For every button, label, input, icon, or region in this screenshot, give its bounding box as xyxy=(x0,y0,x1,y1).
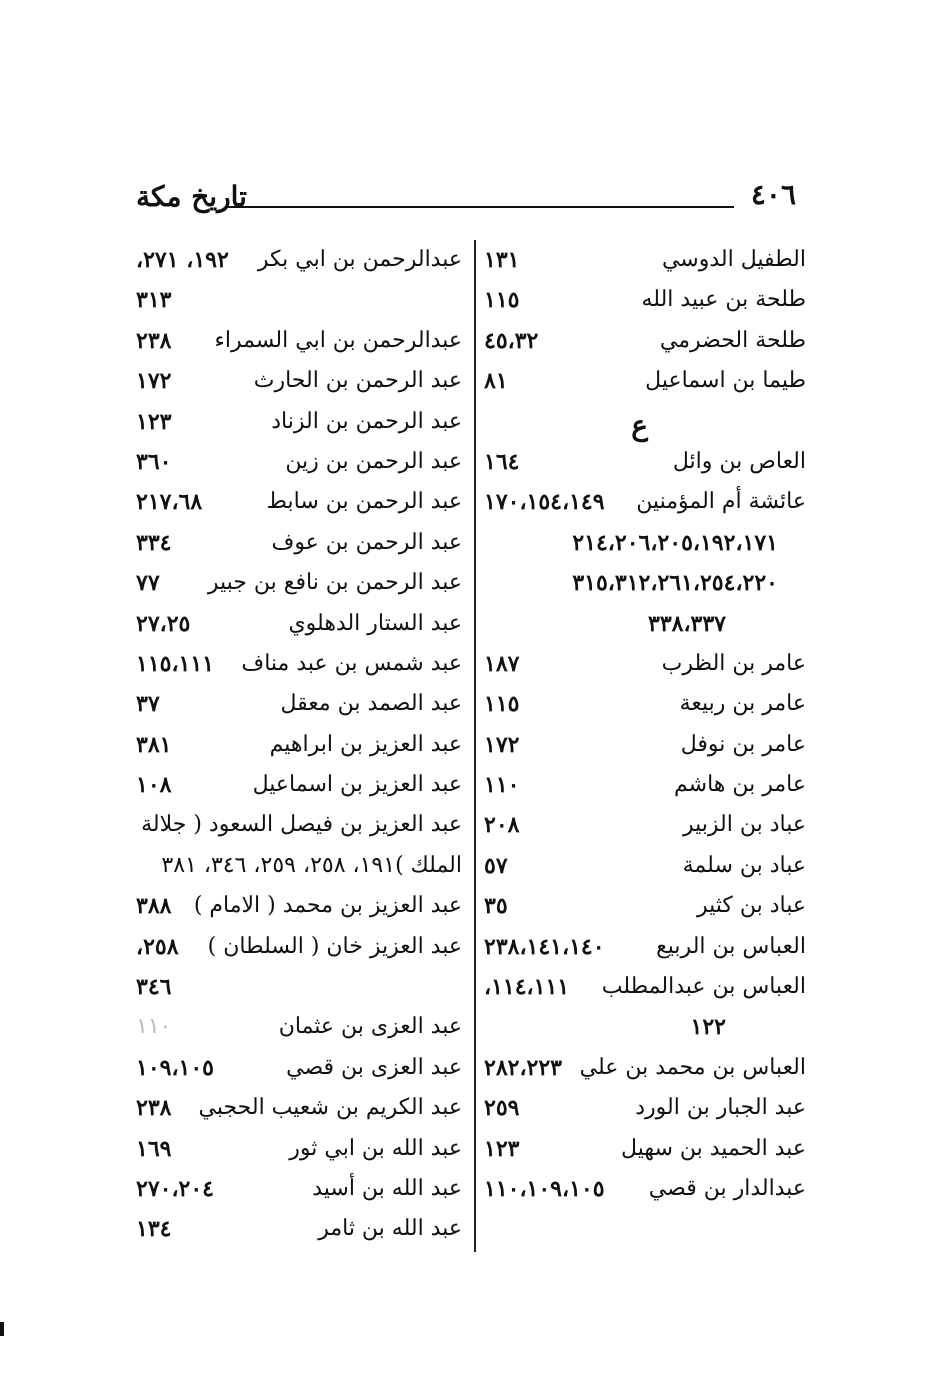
entry-pages: ٢٧٠،٢٠٤ xyxy=(136,1175,214,1202)
section-letter: ع xyxy=(631,408,648,442)
index-entry xyxy=(136,1088,462,1128)
index-entry xyxy=(484,1169,806,1209)
entry-name: عبد العزيز خان ( السلطان ) xyxy=(207,933,462,959)
index-entry xyxy=(136,805,462,845)
entry-name: العباس بن الربيع xyxy=(656,933,806,959)
entry-name: الطفيل الدوسي xyxy=(661,247,806,272)
entry-pages: ٢٨٢،٢٢٣ xyxy=(484,1054,562,1081)
entry-pages: ١٢٣ xyxy=(136,408,172,435)
entry-pages: ١٦٤ xyxy=(484,448,520,475)
index-entry xyxy=(136,886,462,926)
index-entry xyxy=(136,1129,462,1169)
entry-name: عبد الرحمن بن سابط xyxy=(266,489,462,515)
index-entry xyxy=(136,927,462,967)
entry-pages: ١٠٨ xyxy=(136,772,172,799)
entry-pages: ٤٥،٣٢ xyxy=(484,327,539,354)
entry-pages: ٢٥٨، xyxy=(136,933,179,960)
entry-name: عبد الجبار بن الورد xyxy=(635,1095,806,1121)
entry-pages: ٧٧ xyxy=(136,570,160,597)
entry-pages: ٢٣٨،١٤١،١٤٠ xyxy=(484,933,605,960)
entry-name: عبد الله بن ابي ثور xyxy=(289,1135,462,1161)
entry-pages: ٢٥٩ xyxy=(484,1095,520,1122)
continuation-pages: ٣١٣ xyxy=(136,287,172,314)
entry-name: عبد العزيز بن محمد ( الامام ) xyxy=(193,893,462,919)
entry-pages: ١٩٢، ٢٧١، xyxy=(136,247,229,273)
entry-continuation xyxy=(136,280,462,320)
entry-name: عبدالرحمن بن ابي السمراء xyxy=(214,327,462,353)
entry-pages: ٥٧ xyxy=(484,852,508,879)
entry-name: عباد بن كثير xyxy=(696,893,806,919)
entry-name: عبدالدار بن قصي xyxy=(648,1175,806,1201)
entry-pages: ١١٠ xyxy=(484,772,520,799)
entry-name: العباس بن محمد بن علي xyxy=(579,1054,806,1080)
entry-name: عامر بن هاشم xyxy=(674,772,806,798)
index-entry xyxy=(484,321,806,361)
index-entry xyxy=(136,321,462,361)
entry-pages: ١١٠،١٠٩،١٠٥ xyxy=(484,1175,605,1202)
entry-name: عائشة أم المؤمنين xyxy=(636,489,806,515)
continuation-pages: ٢١٤،٢٠٦،٢٠٥،١٩٢،١٧١ xyxy=(572,529,778,556)
index-entry xyxy=(136,402,462,442)
entry-continuation xyxy=(484,604,806,644)
index-entry xyxy=(484,684,806,724)
entry-pages: ٢٣٨ xyxy=(136,327,172,354)
entry-name: عبد العزيز بن فيصل السعود ( جلالة xyxy=(141,812,462,838)
entry-name: عبدالرحمن بن ابي بكر xyxy=(257,247,462,272)
entry-name: عبد العزى بن قصي xyxy=(286,1054,462,1080)
entry-name: العباس بن عبدالمطلب xyxy=(601,974,806,1000)
index-entry xyxy=(484,482,806,522)
entry-pages: ٣٨٨ xyxy=(136,893,172,920)
entry-name: عبد الرحمن بن عوف xyxy=(271,529,462,555)
index-entry xyxy=(136,644,462,684)
index-entry xyxy=(484,1129,806,1169)
entry-name: طيما بن اسماعيل xyxy=(645,368,806,394)
entry-name: عبد العزى بن عثمان xyxy=(278,1014,462,1040)
entry-name: عباد بن الزبير xyxy=(683,812,806,838)
entry-pages: ١٢٣ xyxy=(484,1135,520,1162)
entry-pages: ١١٠ xyxy=(136,1014,172,1040)
entry-name: طلحة الحضرمي xyxy=(659,327,806,353)
index-entry xyxy=(484,967,806,1007)
index-entry xyxy=(136,361,462,401)
entry-pages: ٣٨١ xyxy=(136,731,172,758)
entry-continuation xyxy=(484,523,806,563)
entry-continuation xyxy=(484,1007,806,1047)
index-entry xyxy=(484,846,806,886)
entry-name: عامر بن نوفل xyxy=(680,731,806,757)
index-entry xyxy=(136,523,462,563)
entry-name: عبد العزيز بن اسماعيل xyxy=(252,772,462,798)
entry-pages: ١٧٢ xyxy=(136,368,172,395)
entry-name: طلحة بن عبيد الله xyxy=(641,287,806,313)
header-rule xyxy=(226,206,734,208)
entry-name: عامر بن الظرب xyxy=(661,650,806,676)
entry-pages: ١١٥،١١١ xyxy=(136,650,214,677)
entry-name: عبد الله بن ثامر xyxy=(318,1216,462,1242)
index-entry xyxy=(136,563,462,603)
index-entry xyxy=(484,240,806,280)
entry-pages: ٨١ xyxy=(484,368,508,395)
entry-pages: ٢٠٨ xyxy=(484,812,520,839)
entry-name: العاص بن وائل xyxy=(672,448,806,474)
index-entry xyxy=(136,684,462,724)
index-entry xyxy=(136,240,462,280)
entry-pages: ١١٤،١١١، xyxy=(484,974,570,1001)
entry-pages: ٣٣٤ xyxy=(136,529,172,556)
continuation-pages: ٣١٥،٣١٢،٢٦١،٢٥٤،٢٢٠ xyxy=(572,570,778,597)
entry-name: عبد الرحمن بن نافع بن جبير xyxy=(207,570,462,596)
index-entry xyxy=(484,805,806,845)
entry-name: عبد الله بن أسيد xyxy=(312,1175,462,1201)
index-entry xyxy=(136,1209,462,1249)
index-entry xyxy=(484,765,806,805)
index-entry xyxy=(484,644,806,684)
entry-pages: ١٦٩ xyxy=(136,1135,172,1162)
entry-pages: ١٧٠،١٥٤،١٤٩ xyxy=(484,489,605,516)
entry-name: عبد الرحمن بن الحارث xyxy=(253,368,462,394)
page-number: ٤٠٦ xyxy=(750,178,796,211)
entry-name: عبد العزيز بن ابراهيم xyxy=(269,731,462,757)
index-entry xyxy=(136,442,462,482)
index-entry xyxy=(484,1088,806,1128)
index-entry xyxy=(136,725,462,765)
entry-pages: ١٨٧ xyxy=(484,650,520,677)
entry-name: عبد شمس بن عبد مناف xyxy=(241,650,462,676)
index-entry xyxy=(136,765,462,805)
index-entry xyxy=(484,361,806,401)
entry-pages: ٢١٧،٦٨ xyxy=(136,489,203,516)
entry-pages: ٣٦٠ xyxy=(136,448,172,475)
index-entry xyxy=(484,886,806,926)
index-entry xyxy=(136,1048,462,1088)
entry-pages: ٢٣٨ xyxy=(136,1095,172,1122)
index-column-right xyxy=(484,240,806,1209)
entry-name: عامر بن ربيعة xyxy=(679,691,806,717)
continuation-pages: ١٢٢ xyxy=(690,1014,726,1041)
entry-continuation xyxy=(136,967,462,1007)
index-entry xyxy=(484,1048,806,1088)
entry-name: الملك )١٩١، ٢٥٨، ٢٥٩، ٣٤٦، ٣٨١ xyxy=(161,852,462,878)
entry-pages: ١٣٤ xyxy=(136,1216,172,1243)
index-entry xyxy=(136,1169,462,1209)
entry-pages: ٢٧،٢٥ xyxy=(136,610,191,637)
index-entry xyxy=(484,442,806,482)
entry-name: عباد بن سلمة xyxy=(682,852,806,878)
continuation-pages: ٣٣٨،٣٣٧ xyxy=(648,610,726,637)
entry-pages: ١٠٩،١٠٥ xyxy=(136,1054,214,1081)
entry-continuation xyxy=(484,563,806,603)
entry-name: عبد الكريم بن شعيب الحجبي xyxy=(198,1095,462,1121)
entry-pages: ١٣١ xyxy=(484,247,520,273)
continuation-pages: ٣٤٦ xyxy=(136,974,172,1001)
entry-name: عبد الرحمن بن الزناد xyxy=(271,408,462,434)
index-entry xyxy=(136,482,462,522)
entry-pages: ١١٥ xyxy=(484,287,520,314)
book-title: تاريخ مكة xyxy=(136,180,247,213)
entry-pages: ٣٥ xyxy=(484,893,508,920)
index-entry xyxy=(136,604,462,644)
index-entry xyxy=(136,846,462,886)
entry-pages: ١١٥ xyxy=(484,691,520,718)
entry-pages: ٣٧ xyxy=(136,691,160,718)
entry-pages: ١٧٢ xyxy=(484,731,520,758)
entry-name: عبد الصمد بن معقل xyxy=(280,691,462,717)
section-letter-heading xyxy=(484,402,806,442)
index-entry xyxy=(136,1007,462,1047)
index-entry xyxy=(484,927,806,967)
entry-name: عبد الستار الدهلوي xyxy=(288,610,462,636)
entry-name: عبد الحميد بن سهيل xyxy=(621,1135,806,1161)
margin-mark xyxy=(0,1322,4,1336)
index-column-left xyxy=(136,240,462,1250)
page-header xyxy=(130,178,796,222)
column-divider xyxy=(474,240,476,1252)
index-entry xyxy=(484,725,806,765)
index-entry xyxy=(484,280,806,320)
entry-name: عبد الرحمن بن زين xyxy=(285,448,462,474)
